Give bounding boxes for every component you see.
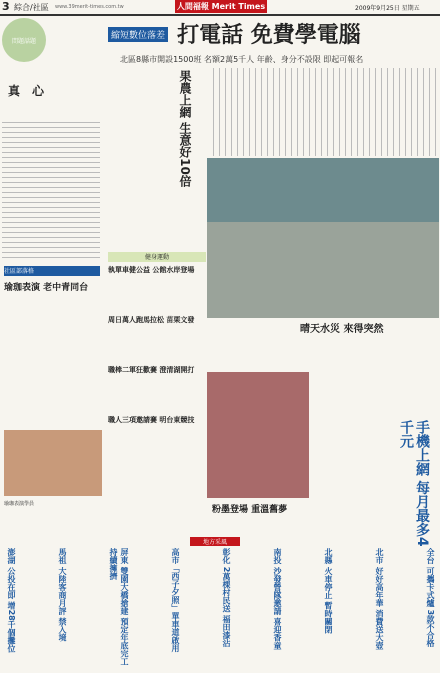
page-number: 3 xyxy=(2,0,10,13)
local-news-list xyxy=(6,548,436,668)
brief-item: 周日萬人跑馬拉松 苗栗文發 xyxy=(108,316,195,324)
local-news-item: 屏東 雙園大橋搶建 預定年底完工 持續擁擠 xyxy=(109,548,129,666)
flood-photo xyxy=(207,158,439,318)
local-news-item: 澎湖 公投在即 增28千個攤位 xyxy=(7,548,16,653)
lead-subhead: 北區8縣市開設1500班 名額2萬5千人 年齡、身分不設限 即起可報名 xyxy=(120,55,364,64)
phone-headline: 手機上網 每月最多4千元 xyxy=(398,420,430,547)
side-story-headline: 果農上網 生意好10倍 xyxy=(178,70,192,187)
local-news-item: 高市「西子夕照」單車道啟用 xyxy=(171,548,180,652)
brief-list xyxy=(108,265,206,425)
local-news-item: 彰化 2萬棵村民送 福田漆沾 xyxy=(222,548,231,648)
community-headline: 瑜珈表演 老中青同台 xyxy=(4,283,89,293)
opera-photo xyxy=(207,372,309,498)
brief-item: 職人三項邀請賽 明台東競技 xyxy=(108,416,195,424)
flood-caption: 晴天水災 來得突然 xyxy=(300,324,384,335)
brief-item: 職棒二軍狂歡賽 澄清湖開打 xyxy=(108,366,195,374)
local-news-item: 北市 好好高年華 消費送大壺 xyxy=(375,548,384,650)
local-news-item: 南投 沙發營隊邀請 喜迎香童 xyxy=(273,548,282,650)
local-news-item: 全台 可攜卡式爐 3款不合格 xyxy=(426,548,435,648)
local-news-label: 地方采風 xyxy=(190,537,240,546)
site-url: www.39merit-times.com.tw xyxy=(55,4,124,10)
issue-date: 2009年9月25日 星期五 xyxy=(355,5,420,12)
column-title: 真 心 xyxy=(7,84,44,98)
health-label: 健身運動 xyxy=(108,252,206,262)
opera-caption: 粉墨登場 重溫舊夢 xyxy=(212,505,288,515)
brief-item: 執單車健公益 公館水岸登場 xyxy=(108,266,195,274)
lead-headline: 打電話 免費學電腦 xyxy=(177,23,361,48)
lead-kicker: 縮短數位落差 xyxy=(108,27,168,42)
community-label: 社區部落格 xyxy=(4,266,100,276)
local-news-item: 北縣 火車停止 暫時關閉 xyxy=(324,548,333,634)
local-news-item: 馬祖 大陸客商月評 禁入境 xyxy=(58,548,67,642)
section-title: 綜合/社區 xyxy=(14,3,49,12)
lead-body xyxy=(208,68,438,156)
column-badge: 問題話題 xyxy=(2,18,46,62)
lead-headline-block xyxy=(108,18,440,54)
photo-credit: 瑜珈表演學員 xyxy=(4,501,35,507)
brand-logo: 人間福報 Merit Times xyxy=(176,2,266,11)
column-body xyxy=(2,118,100,258)
yoga-photo xyxy=(4,430,102,496)
